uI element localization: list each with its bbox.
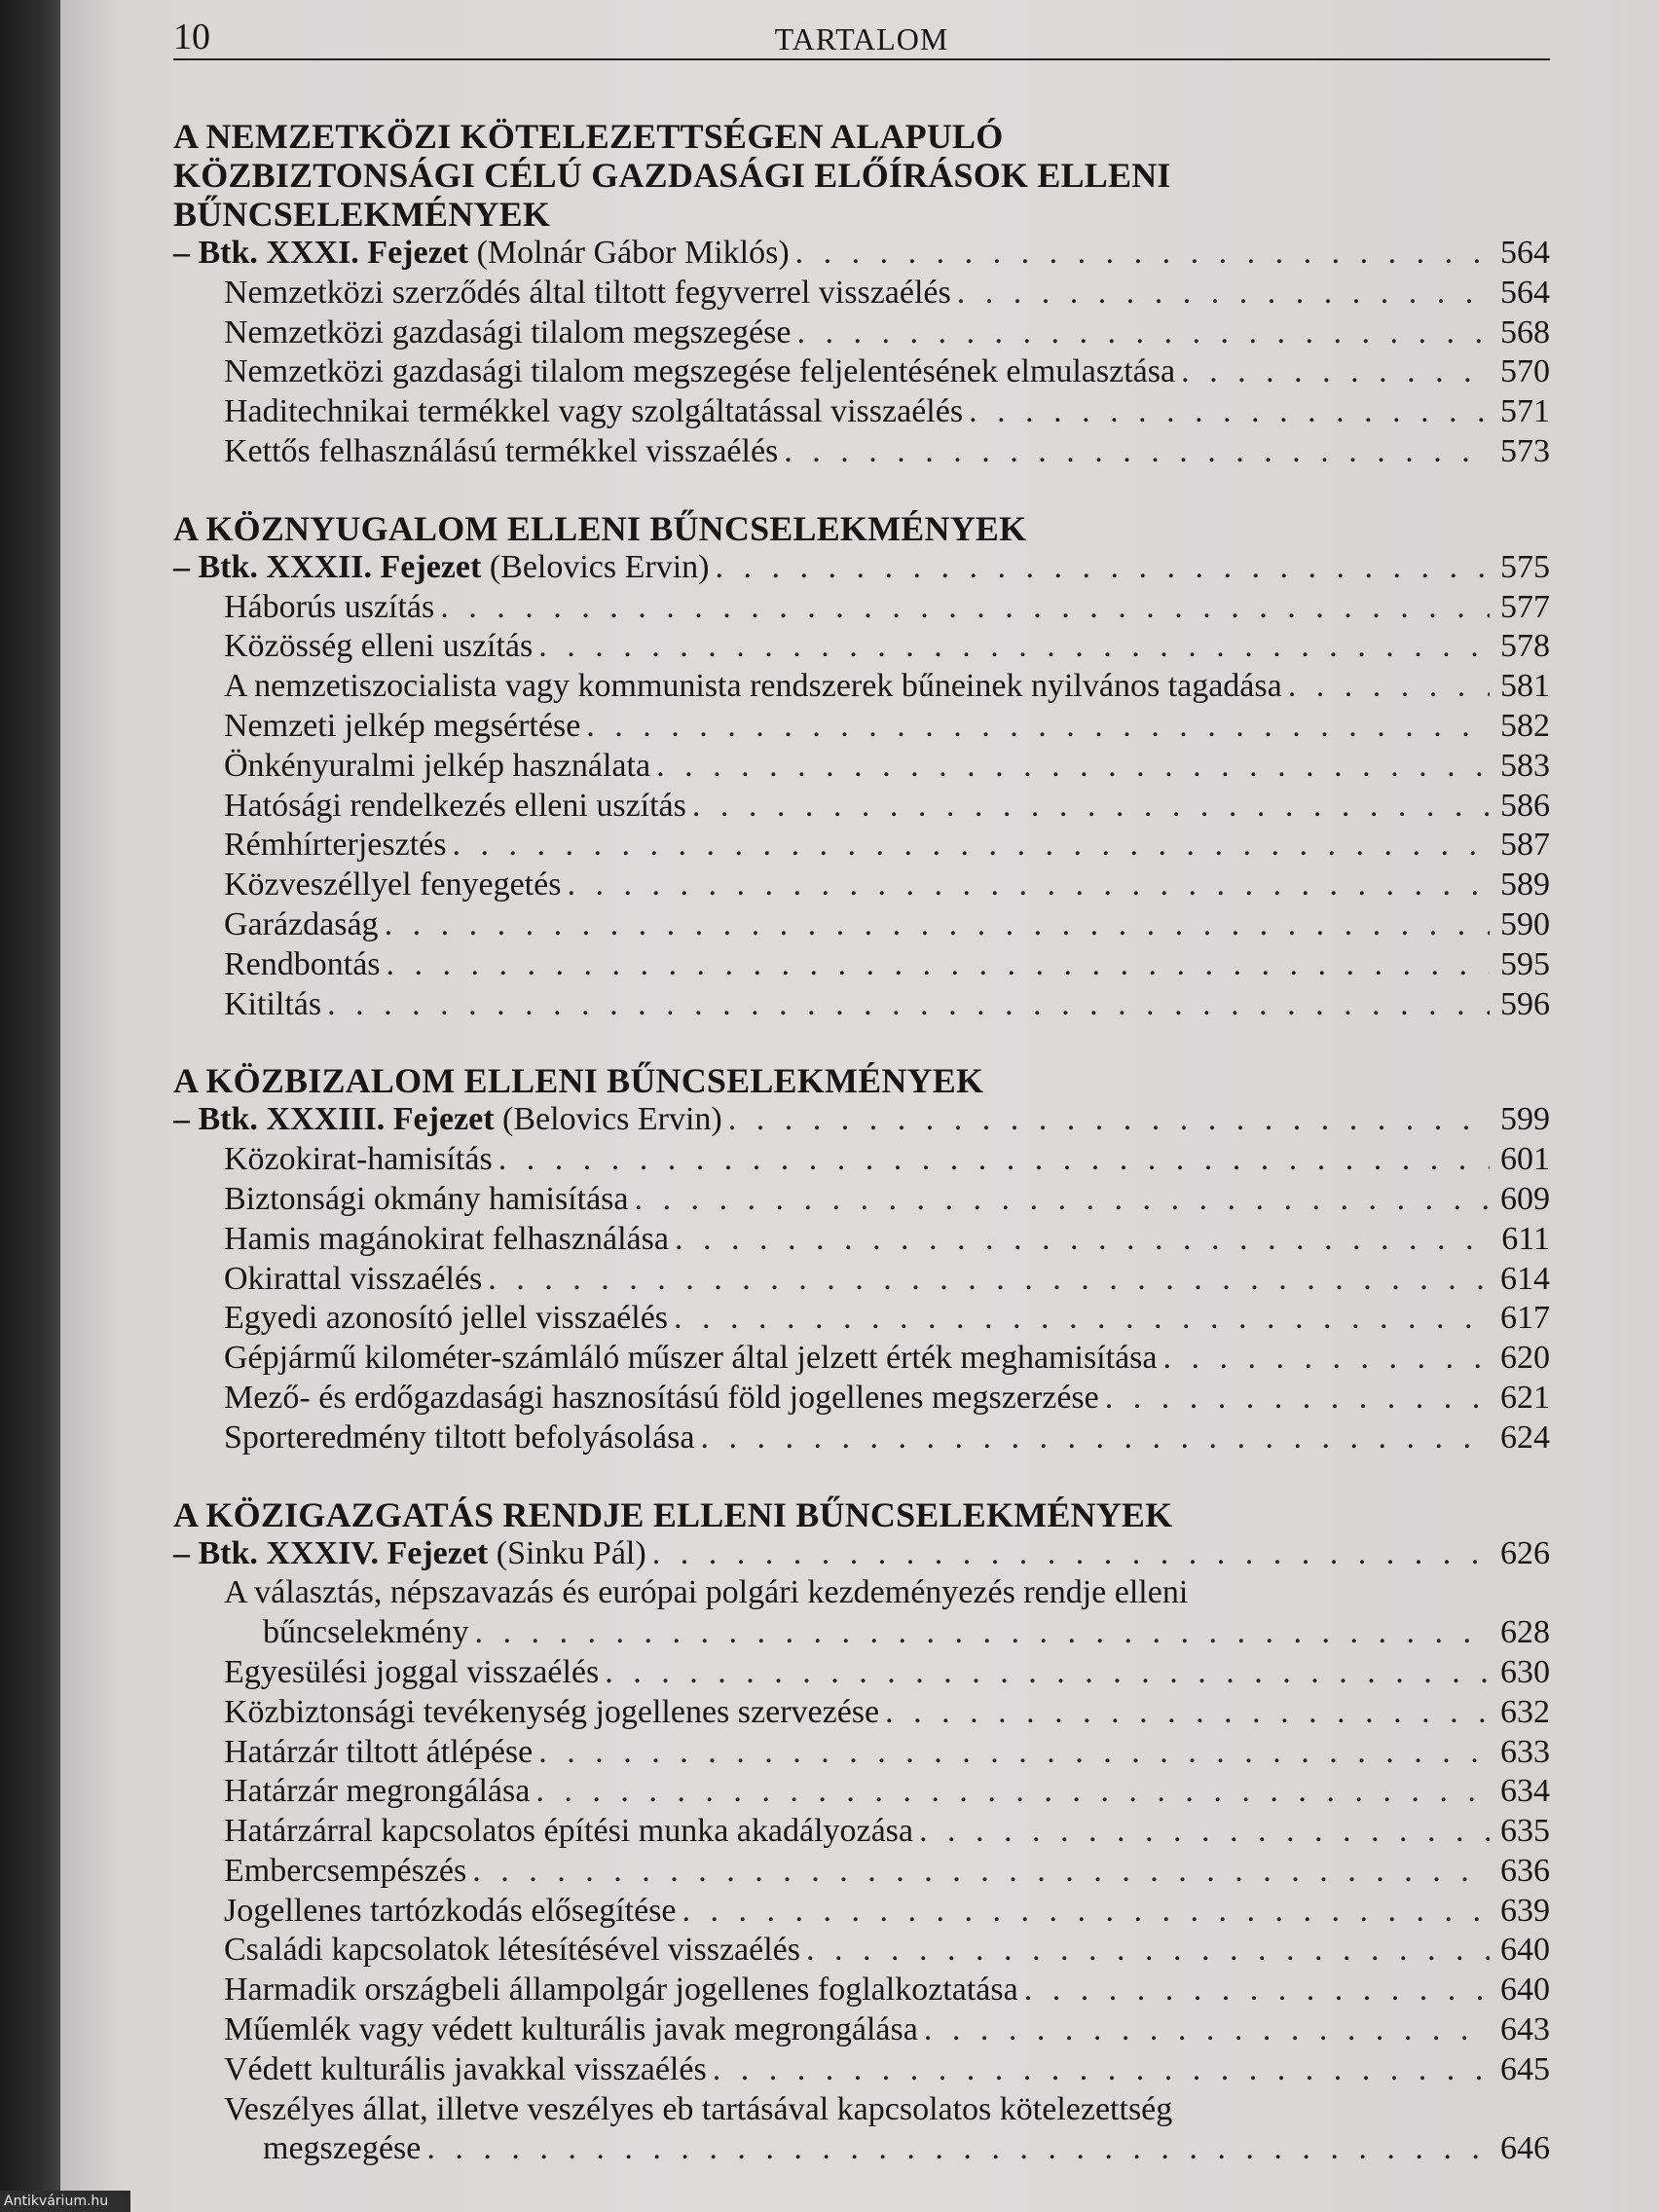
dot-leader bbox=[387, 945, 1490, 985]
toc-entry[interactable] bbox=[173, 1812, 1550, 1852]
dot-leader bbox=[440, 588, 1490, 628]
dot-leader bbox=[426, 2129, 1490, 2169]
toc-entry-label: Közokirat-hamisítás bbox=[224, 1141, 493, 1178]
dot-leader bbox=[327, 985, 1490, 1025]
toc-page-number: 640 bbox=[1500, 1972, 1550, 2009]
chapter-dash: – bbox=[173, 235, 199, 271]
dot-leader bbox=[1024, 1971, 1490, 2010]
chapter-entry[interactable] bbox=[173, 548, 1550, 588]
toc-page-number: 587 bbox=[1500, 827, 1550, 864]
toc-entry-label: Egyesülési joggal visszaélés bbox=[224, 1653, 600, 1690]
toc-page-number: 635 bbox=[1500, 1813, 1550, 1850]
dot-leader bbox=[538, 1733, 1490, 1773]
toc-page-number: 643 bbox=[1500, 2011, 1550, 2048]
toc-entry-label: Közösség elleni uszítás bbox=[224, 628, 534, 665]
toc-page-number: 564 bbox=[1500, 274, 1550, 311]
toc-entry-label: Nemzetközi szerződés által tiltott fegyverrel visszaélés bbox=[224, 274, 951, 311]
page-header bbox=[173, 10, 1550, 60]
toc-entry-label: Haditechnikai termékkel vagy szolgáltatással visszaélés bbox=[224, 393, 964, 430]
dot-leader bbox=[969, 392, 1490, 432]
dot-leader bbox=[635, 1180, 1491, 1220]
dot-leader bbox=[1288, 667, 1490, 707]
toc-section bbox=[173, 1061, 1550, 1457]
toc-entry-label: Hamis magánokirat felhasználása bbox=[224, 1220, 669, 1257]
toc-entry-label: Háborús uszítás bbox=[224, 588, 435, 625]
toc-page-number: 573 bbox=[1500, 432, 1550, 469]
toc-page-number: 645 bbox=[1500, 2050, 1550, 2087]
toc-entry[interactable] bbox=[173, 627, 1550, 667]
toc-entry[interactable] bbox=[173, 1260, 1550, 1300]
dot-leader bbox=[472, 1852, 1490, 1892]
book-spine-shadow bbox=[0, 0, 68, 2212]
chapter-label bbox=[173, 548, 709, 588]
toc-entry-label: Rémhírterjesztés bbox=[224, 827, 447, 864]
chapter-label bbox=[173, 234, 790, 274]
dot-leader bbox=[674, 1299, 1490, 1339]
dot-leader bbox=[586, 707, 1490, 747]
toc-entry[interactable] bbox=[173, 1772, 1550, 1812]
toc-entry-label: Határzár megrongálása bbox=[224, 1773, 531, 1810]
dot-leader bbox=[452, 826, 1490, 866]
toc-page-number: 630 bbox=[1500, 1653, 1550, 1690]
toc-entry-label[interactable]: Veszélyes állat, illetve veszélyes eb tartásával kapcsolatos kötelezettség bbox=[224, 2090, 1173, 2127]
toc-entry-label[interactable]: A választás, népszavazás és európai polgári kezdeményezés rendje elleni bbox=[224, 1574, 1189, 1611]
toc-page-number: 568 bbox=[1500, 313, 1550, 350]
chapter-author: (Belovics Ervin) bbox=[481, 548, 710, 585]
toc-section bbox=[173, 117, 1550, 472]
toc-page-number: 632 bbox=[1500, 1693, 1550, 1730]
dot-leader bbox=[488, 1260, 1490, 1300]
toc-entry-label: Védett kulturális javakkal visszaélés bbox=[224, 2050, 707, 2087]
dot-leader bbox=[713, 2050, 1490, 2090]
toc-entry[interactable] bbox=[173, 1693, 1550, 1733]
section-title-line: A KÖZIGAZGATÁS RENDJE ELLENI BŰNCSELEKMÉNYEK bbox=[173, 1494, 1173, 1534]
dot-leader bbox=[675, 1220, 1490, 1260]
chapter-author: (Molnár Gábor Miklós) bbox=[468, 235, 790, 271]
chapter-author: (Sinku Pál) bbox=[488, 1534, 646, 1571]
chapter-entry[interactable] bbox=[173, 234, 1550, 274]
chapter-label bbox=[173, 1100, 722, 1140]
dot-leader bbox=[567, 866, 1490, 905]
toc-entry-label: Közbiztonsági tevékenység jogellenes szervezése bbox=[224, 1693, 880, 1730]
toc-entry-label: Határzárral kapcsolatos építési munka akadályozása bbox=[224, 1813, 914, 1850]
chapter-label bbox=[173, 1534, 646, 1574]
toc-entry-label: Határzár tiltott átlépése bbox=[224, 1733, 534, 1770]
dot-leader bbox=[692, 787, 1490, 827]
toc-page-number: 577 bbox=[1500, 588, 1550, 625]
toc-entry[interactable] bbox=[173, 787, 1550, 827]
dot-leader bbox=[475, 1613, 1491, 1653]
toc-entry-label: A nemzetiszocialista vagy kommunista rendszerek bűneinek nyilvános tagadása bbox=[224, 668, 1282, 705]
toc-entry-label: Harmadik országbeli állampolgár jogellenes foglalkoztatása bbox=[224, 1972, 1018, 2009]
toc-entry[interactable] bbox=[173, 313, 1550, 353]
dot-leader bbox=[1181, 352, 1490, 392]
toc-page-number: 634 bbox=[1500, 1773, 1550, 1810]
chapter-number: Btk. XXXII. Fejezet bbox=[198, 548, 482, 585]
toc-entry-label: Jogellenes tartózkodás elősegítése bbox=[224, 1892, 677, 1929]
section-title-line: A NEMZETKÖZI KÖTELEZETTSÉGEN ALAPULÓ bbox=[173, 117, 1004, 156]
toc-entry[interactable] bbox=[173, 1653, 1550, 1693]
dot-leader bbox=[728, 1100, 1490, 1140]
dot-leader bbox=[535, 1772, 1490, 1812]
dot-leader bbox=[656, 747, 1490, 787]
chapter-number: Btk. XXXIII. Fejezet bbox=[198, 1101, 495, 1138]
toc-entry[interactable] bbox=[173, 707, 1550, 747]
section-title-line: KÖZBIZTONSÁGI CÉLÚ GAZDASÁGI ELŐÍRÁSOK ELLENI bbox=[173, 156, 1171, 195]
dot-leader bbox=[498, 1140, 1490, 1180]
dot-leader bbox=[957, 274, 1490, 313]
toc-entry-label: Kettős felhasználású termékkel visszaélés bbox=[224, 432, 779, 469]
toc-page-number: 614 bbox=[1500, 1260, 1550, 1297]
toc-entry[interactable] bbox=[173, 588, 1550, 628]
toc-entry-label: Nemzetközi gazdasági tilalom megszegése feljelentésének elmulasztása bbox=[224, 353, 1176, 390]
toc-entry-label: Okirattal visszaélés bbox=[224, 1260, 483, 1297]
toc-page-number: 620 bbox=[1500, 1340, 1550, 1377]
toc-page-number: 639 bbox=[1500, 1892, 1550, 1929]
toc-page-number: 578 bbox=[1500, 628, 1550, 665]
chapter-page-number: 599 bbox=[1500, 1101, 1550, 1138]
toc-entry[interactable] bbox=[173, 2010, 1550, 2050]
section-title-line: A KÖZNYUGALOM ELLENI BŰNCSELEKMÉNYEK bbox=[173, 508, 1027, 548]
dot-leader bbox=[1105, 1379, 1490, 1419]
toc-entry[interactable] bbox=[173, 1220, 1550, 1260]
toc-page-number: 617 bbox=[1500, 1300, 1550, 1337]
toc-entry[interactable] bbox=[173, 1140, 1550, 1180]
chapter-author: (Belovics Ervin) bbox=[494, 1101, 722, 1138]
toc-page-number: 570 bbox=[1500, 353, 1550, 390]
chapter-entry[interactable] bbox=[173, 1100, 1550, 1140]
toc-entry-label: Embercsempészés bbox=[224, 1852, 467, 1889]
toc-entry-label: Kitiltás bbox=[224, 985, 322, 1022]
chapter-page-number: 575 bbox=[1500, 548, 1550, 585]
dot-leader bbox=[784, 432, 1490, 472]
toc-page-number: 628 bbox=[1500, 1614, 1550, 1651]
dot-leader bbox=[682, 1892, 1490, 1932]
chapter-entry[interactable] bbox=[173, 1534, 1550, 1574]
chapter-dash: – bbox=[173, 1534, 199, 1571]
toc-page-number: 609 bbox=[1500, 1180, 1550, 1217]
toc-entry[interactable] bbox=[173, 866, 1550, 905]
toc-entry-label: Műemlék vagy védett kulturális javak megrongálása bbox=[224, 2011, 918, 2048]
chapter-dash: – bbox=[173, 1101, 199, 1138]
toc-page-number: 596 bbox=[1500, 985, 1550, 1022]
chapter-number: Btk. XXXIV. Fejezet bbox=[198, 1534, 489, 1571]
toc-entry-label: Sporteredmény tiltott befolyásolása bbox=[224, 1419, 695, 1456]
toc-entry[interactable] bbox=[173, 1931, 1550, 1971]
toc-entry[interactable] bbox=[173, 1379, 1550, 1419]
toc-entry-label: Nemzeti jelkép megsértése bbox=[224, 707, 581, 744]
toc-page-number: 581 bbox=[1500, 668, 1550, 705]
toc-entry[interactable] bbox=[173, 1971, 1550, 2010]
toc-entry-label: Rendbontás bbox=[224, 945, 381, 982]
toc-page-number: 586 bbox=[1500, 787, 1550, 824]
toc-entry[interactable] bbox=[173, 274, 1550, 313]
toc-entry[interactable] bbox=[173, 1180, 1550, 1220]
toc-entry-label: Hatósági rendelkezés elleni uszítás bbox=[224, 787, 686, 824]
toc-entry[interactable] bbox=[173, 1852, 1550, 1892]
toc-entry-label: Önkényuralmi jelkép használata bbox=[224, 747, 651, 784]
running-title: TARTALOM bbox=[774, 21, 949, 56]
chapter-number: Btk. XXXI. Fejezet bbox=[198, 235, 469, 271]
dot-leader bbox=[806, 1931, 1490, 1971]
toc-entry[interactable] bbox=[173, 985, 1550, 1025]
toc-entry-continuation: megszegése bbox=[263, 2130, 422, 2167]
dot-leader bbox=[1163, 1339, 1491, 1379]
toc-page-number: 601 bbox=[1500, 1141, 1550, 1178]
toc-section bbox=[173, 509, 1550, 1025]
dot-leader bbox=[652, 1534, 1490, 1574]
toc-entry-label: Garázdaság bbox=[224, 905, 379, 942]
dot-leader bbox=[385, 905, 1490, 945]
toc-entry[interactable] bbox=[173, 667, 1550, 707]
toc-entry-label: Családi kapcsolatok létesítésével visszaélés bbox=[224, 1932, 800, 1969]
toc-entry[interactable] bbox=[173, 1299, 1550, 1339]
dot-leader bbox=[538, 627, 1490, 667]
chapter-page-number: 626 bbox=[1500, 1534, 1550, 1571]
dot-leader bbox=[885, 1693, 1490, 1733]
toc-entry[interactable] bbox=[173, 432, 1550, 472]
chapter-dash: – bbox=[173, 548, 199, 585]
dot-leader bbox=[700, 1419, 1490, 1458]
toc-entry[interactable] bbox=[173, 747, 1550, 787]
dot-leader bbox=[715, 548, 1490, 588]
toc-page-number: 636 bbox=[1500, 1852, 1550, 1889]
toc-entry[interactable] bbox=[173, 392, 1550, 432]
toc-entry[interactable] bbox=[173, 1613, 1550, 1653]
toc-page-number: 582 bbox=[1500, 707, 1550, 744]
toc-page-number: 571 bbox=[1500, 393, 1550, 430]
toc-entry[interactable] bbox=[173, 1892, 1550, 1932]
toc-page-number: 633 bbox=[1500, 1733, 1550, 1770]
toc-page-number: 646 bbox=[1500, 2130, 1550, 2167]
table-of-contents bbox=[173, 117, 1550, 2206]
toc-page-number: 595 bbox=[1500, 945, 1550, 982]
toc-entry-label: Közveszéllyel fenyegetés bbox=[224, 866, 562, 903]
dot-leader bbox=[795, 234, 1490, 274]
chapter-page-number: 564 bbox=[1500, 235, 1550, 271]
toc-entry[interactable] bbox=[173, 1419, 1550, 1458]
toc-entry[interactable] bbox=[173, 1733, 1550, 1773]
toc-entry-label: Biztonsági okmány hamisítása bbox=[224, 1180, 629, 1217]
toc-entry-label: Gépjármű kilométer-számláló műszer által jelzett érték meghamisítása bbox=[224, 1340, 1158, 1377]
toc-page-number: 621 bbox=[1500, 1379, 1550, 1416]
section-title-line: A KÖZBIZALOM ELLENI BŰNCSELEKMÉNYEK bbox=[173, 1061, 984, 1101]
toc-entry[interactable] bbox=[173, 905, 1550, 945]
section-title-line: BŰNCSELEKMÉNYEK bbox=[173, 195, 551, 234]
toc-page-number: 589 bbox=[1500, 866, 1550, 903]
toc-entry[interactable] bbox=[173, 2129, 1550, 2169]
toc-entry-continuation: bűncselekmény bbox=[263, 1614, 469, 1651]
toc-page-number: 624 bbox=[1500, 1419, 1550, 1456]
toc-page-number: 590 bbox=[1500, 905, 1550, 942]
toc-entry-label: Nemzetközi gazdasági tilalom megszegése bbox=[224, 313, 792, 350]
dot-leader bbox=[924, 2010, 1490, 2050]
toc-entry-label: Mező- és erdőgazdasági hasznosítású föld jogellenes megszerzése bbox=[224, 1379, 1099, 1416]
toc-entry[interactable] bbox=[173, 826, 1550, 866]
toc-page-number: 583 bbox=[1500, 747, 1550, 784]
page-number: 10 bbox=[173, 17, 210, 57]
toc-page-number: 640 bbox=[1500, 1932, 1550, 1969]
dot-leader bbox=[796, 313, 1490, 353]
toc-page-number: 611 bbox=[1501, 1220, 1550, 1257]
toc-entry[interactable] bbox=[173, 2050, 1550, 2090]
toc-section bbox=[173, 1495, 1550, 2170]
dot-leader bbox=[919, 1812, 1490, 1852]
toc-entry-label: Egyedi azonosító jellel visszaélés bbox=[224, 1300, 669, 1337]
toc-entry[interactable] bbox=[173, 945, 1550, 985]
toc-entry[interactable] bbox=[173, 352, 1550, 392]
watermark: Antikvárium.hu bbox=[0, 2191, 130, 2212]
toc-entry[interactable] bbox=[173, 1339, 1550, 1379]
dot-leader bbox=[605, 1653, 1490, 1693]
